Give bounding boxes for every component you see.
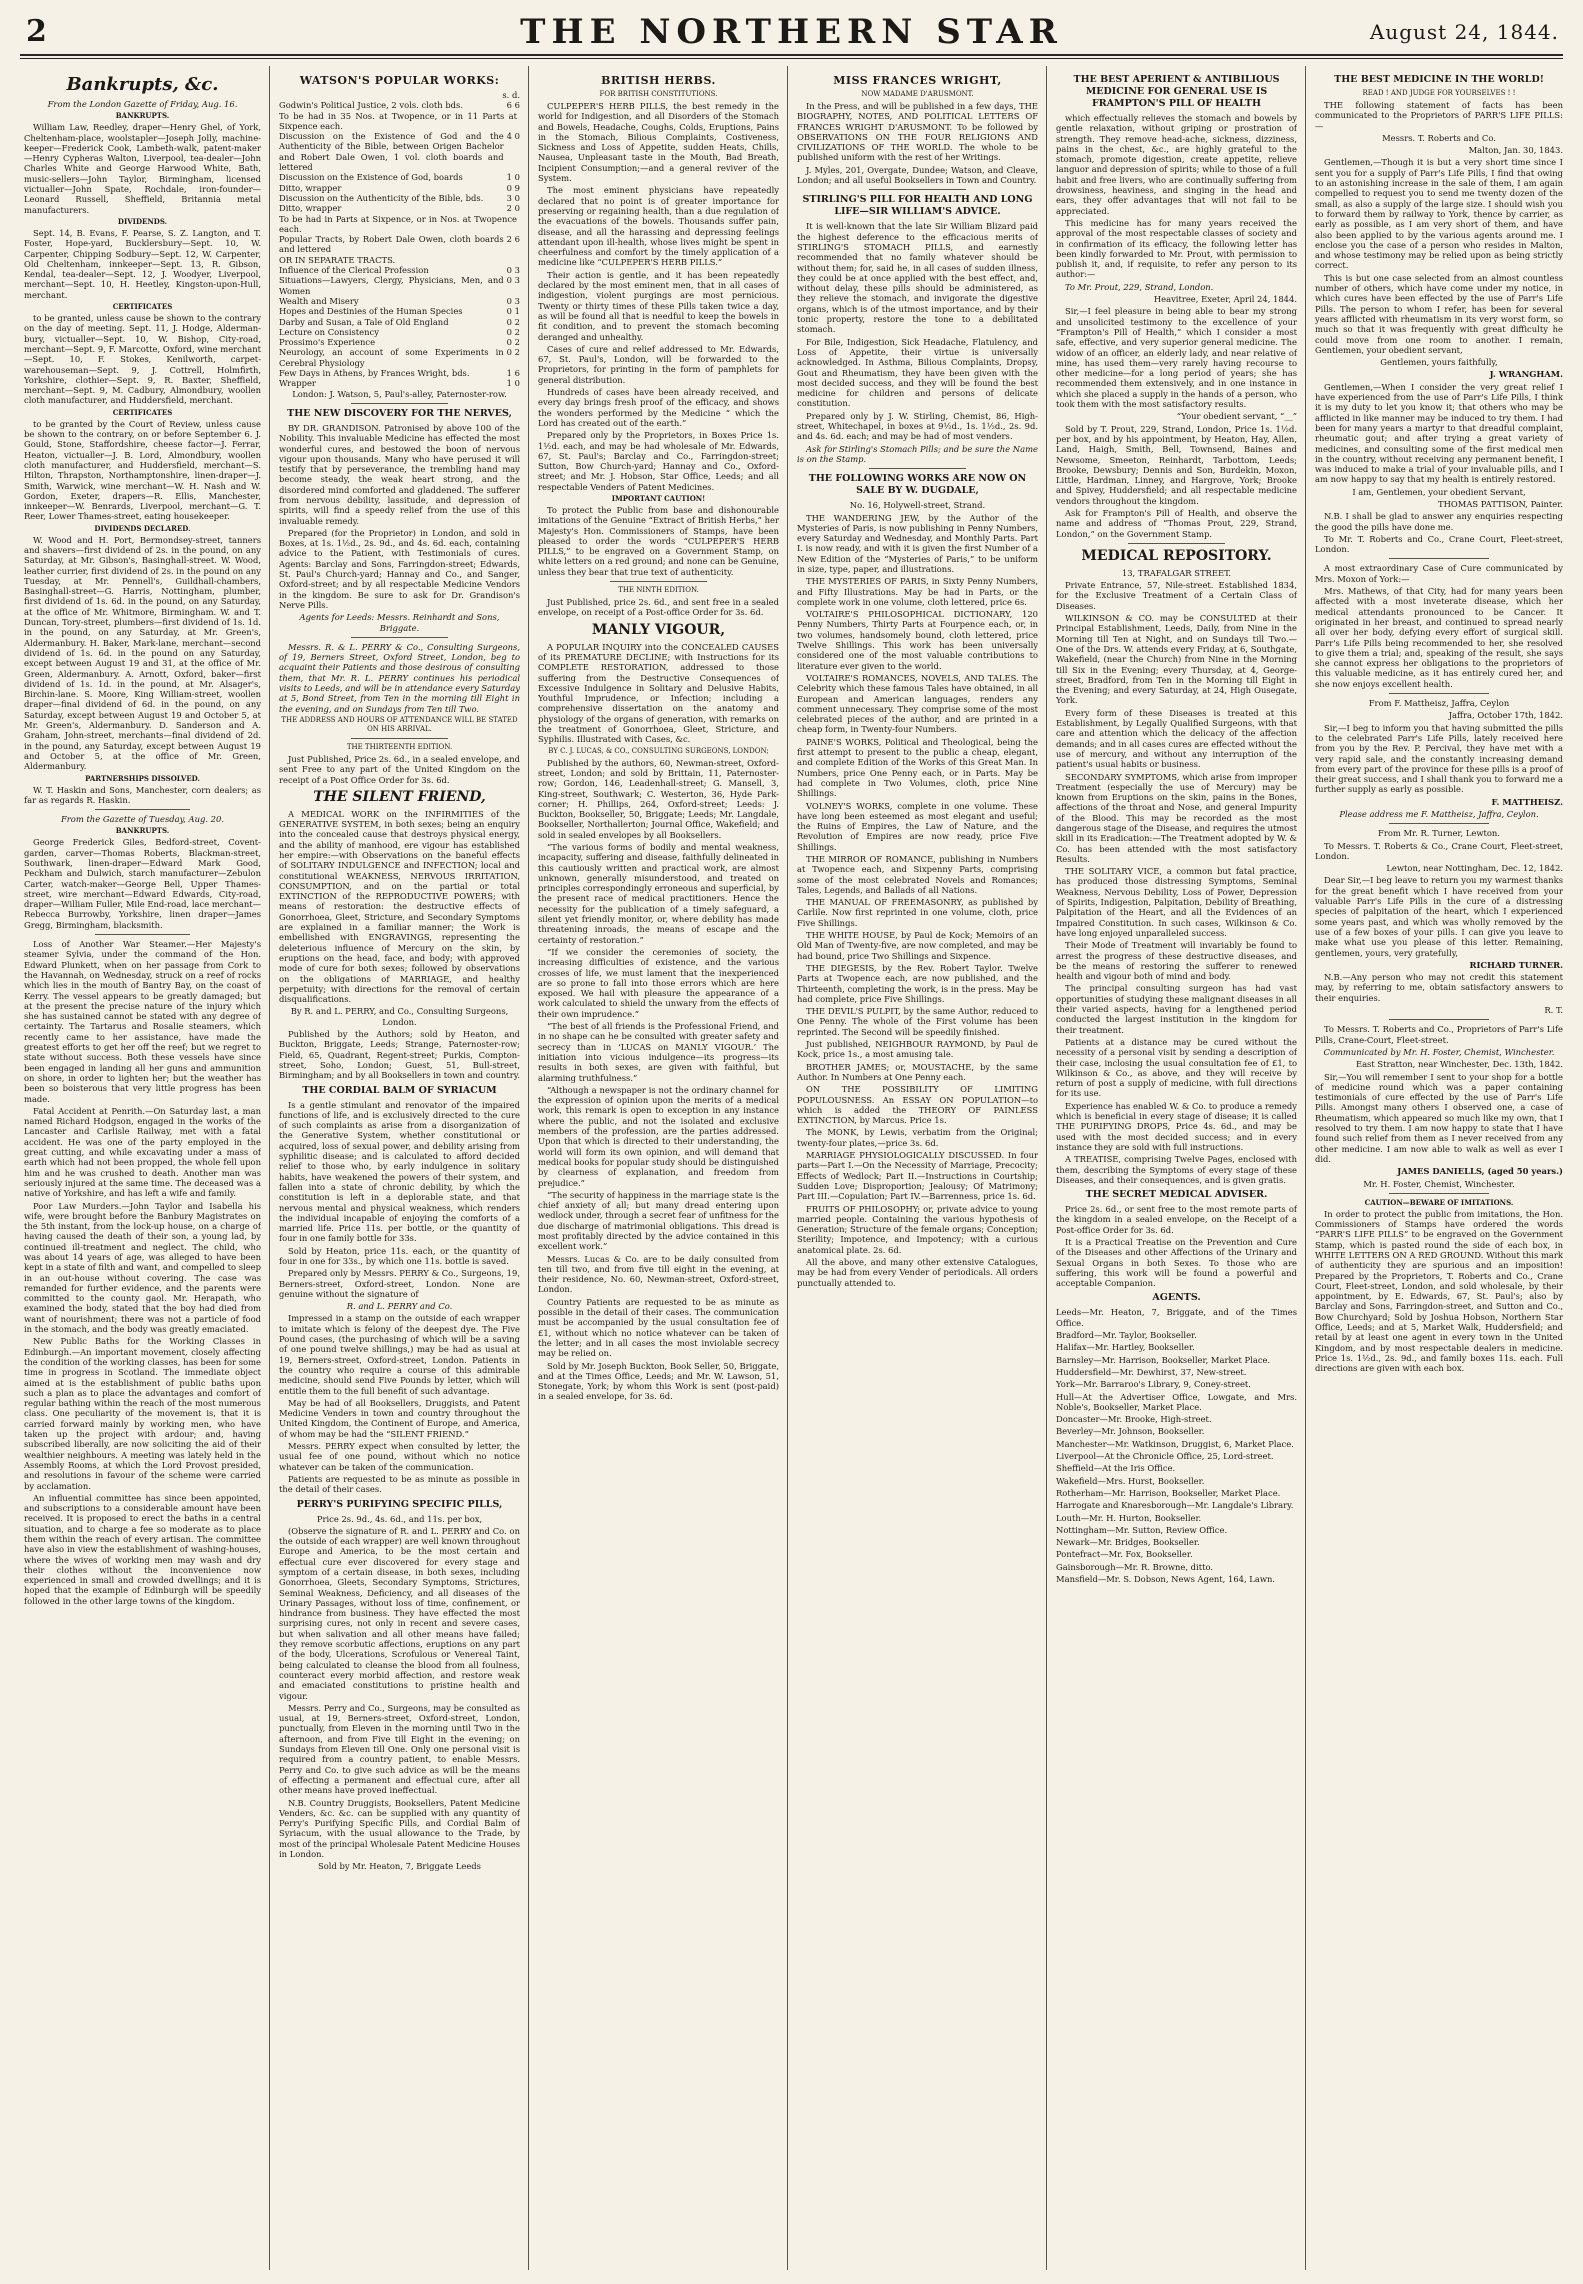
ad-paragraph: (Observe the signature of R. and L. PERRY and Co. on the outside of each wrapper) are well known throughout Europe and America, to be the most certain and effectual cure ever discovered for every stage and symptom of a certain disease, in both sexes, including Gonorrhoea, Gleets, Secondary Symptoms, Strictures, Seminal Weakness, Deficiency, and all diseases of the Urinary Passages, without loss of time, confinement, or hindrance from business. They have effected the most surprising cures, not only in recent and severe cases, but when salivation and all other means have failed; they remove scorbutic affections, eruptions on any part of the body, Ulcerations, Scrofulous or Venereal Taint, being calculated to cleanse the blood from all foulness, counteract every morbid affection, and restore weak and emaciated constitutions to pristine health and vigour. xyxy=(279,1525,520,1701)
ad-address: 13, TRAFALGAR STREET. xyxy=(1121,567,1232,578)
ad-paragraph: VOLTAIRE'S ROMANCES, NOVELS, AND TALES. The Celebrity which these famous Tales have obtained, in all European and American languages, renders any comment unnecessary. They comprise some of the most celebrated pieces of the author, and are printed in a cheap form, in Twenty-four Numbers. xyxy=(797,672,1038,735)
ad-signature: R. and L. PERRY and Co. xyxy=(346,1301,453,1312)
agent-entry: Mansfield—Mr. S. Dobson, News Agent, 164, Lawn. xyxy=(1056,1574,1276,1584)
letter-date: Malton, Jan. 30, 1843. xyxy=(1468,145,1563,156)
book-title: OR IN SEPARATE TRACTS. xyxy=(279,254,396,265)
ad-paragraph: Messrs. Lucas & Co. are to be daily consulted from ten till two, and from five till eight in the evening, at their residence, No. 60, Newman-street, Oxford-street, London. xyxy=(538,1253,779,1295)
divider xyxy=(351,403,447,404)
ad-paragraph: CULPEPER'S HERB PILLS, the best remedy in the world for Indigestion, and all Disorders of the Stomach and Bowels, Headache, Coughs, Colds, Eruptions, Pains in the Stomach, Bilious Complaints, Costiveness, Sickness and Loss of Appetite, sudden Heats, Chills, Nausea, Unpleasant taste in the Mouth, Bad Breath, Incipient Consumption;—and a general reviver of the System. xyxy=(538,101,779,184)
ad-heading-british-herbs: BRITISH HERBS. xyxy=(601,74,716,87)
ad-paragraph: MARRIAGE PHYSIOLOGICALLY DISCUSSED. In four parts—Part I.—On the Necessity of Marriage, Precocity; Effects of Wedlock; Part II.—Instructions in Courtship; Sudden Love; Disproportion; Jealousy; Of Matrimony; Part III.—Copulation; Part IV.—Barrenness, price 1s. 6d. xyxy=(797,1150,1038,1202)
book-list-item xyxy=(279,296,520,306)
ad-subheading: FOR BRITISH CONSTITUTIONS. xyxy=(599,90,718,98)
ad-paragraph: Cases of cure and relief addressed to Mr. Edwards, 67, St. Paul's, London, will be forwarded to the Proprietors, for printing in the form of pamphlets for general distribution. xyxy=(538,343,779,385)
book-title: Lecture on Consistency xyxy=(279,326,379,337)
agent-entry: Hull—At the Advertiser Office, Lowgate, and Mrs. Noble's, Bookseller, Market Place. xyxy=(1056,1391,1297,1412)
letter-signoff: “Your obedient servant, “__” xyxy=(1176,411,1297,422)
letter-address: To Mr. Prout, 229, Strand, London. xyxy=(1065,281,1214,292)
book-price: 0 3 xyxy=(506,265,520,276)
ad-heading-watson: WATSON'S POPULAR WORKS: xyxy=(299,74,500,87)
divider xyxy=(1389,1019,1488,1020)
book-list-item xyxy=(279,203,520,213)
ad-paragraph: By R. and L. PERRY, and Co., Consulting Surgeons, London. xyxy=(290,1006,509,1027)
book-price: 0 2 xyxy=(506,326,520,337)
letter-body: Dear Sir,—I beg leave to return you my warmest thanks for the great benefit which I have received from your valuable Parr's Life Pills in the cure of a distressing species of palpitation of the heart, which I experienced some years past, and which was wholly removed by the use of a few boxes of your pills. I can give you leave to make what use you please of this letter. Remaining, gentlemen, yours, very gratefully, xyxy=(1315,875,1563,958)
ad-subheading: NOW MADAME D'ARUSMONT. xyxy=(861,90,974,98)
book-price xyxy=(517,255,520,265)
ad-heading-stirling: STIRLING'S PILL FOR HEALTH AND LONG LIFE—SIR WILLIAM'S ADVICE. xyxy=(802,194,1033,218)
letter-address: Mr. H. Foster, Chemist, Winchester. xyxy=(1363,1178,1515,1189)
ad-paragraph: Messrs. R. & L. PERRY & Co., Consulting Surgeons, of 19, Berners Street, Oxford Street, London, beg to acquaint their Patients and those desirous of consulting them, that Mr. R. L. PERRY continues his periodical visits to Leeds, and will be in attendance every Saturday at 5, Bond Street, from Ten in the morning till Eight in the evening, and on Sundays from Ten till Two. xyxy=(279,641,520,714)
ad-paragraph: Just Published, Price 2s. 6d., in a sealed envelope, and sent Free to any part of the United Kingdom on the receipt of a Post Office Order for 3s. 6d. xyxy=(279,753,520,785)
book-price: 0 3 xyxy=(506,295,520,306)
ad-seller: Sold by Mr. Heaton, 7, Briggate Leeds xyxy=(318,1861,481,1872)
newspaper-title: THE NORTHERN STAR xyxy=(520,12,1063,52)
ad-paragraph: Experience has enabled W. & Co. to produce a remedy which is beneficial in every stage of disease; it is called THE PURIFYING DROPS, Price 4s. 6d., and may be used with the most decided success; and in every instance they are sold with full instructions. xyxy=(1056,1100,1297,1152)
ad-paragraph: Prepared only by Messrs. PERRY & Co., Surgeons, 19, Berners-street, Oxford-street, London. None are genuine without the signature of xyxy=(279,1268,520,1299)
ad-paragraph: Published by the authors, 60, Newman-street, Oxford-street, London; and sold by Brittain, 11, Paternoster-row; Gordon, 146, Leadenhall-street; G. Mansell, 3, King-street, Southwark; C. Westerton, 36, Hyde Park-corner; H. Phillips, 264, Oxford-street; Leeds: J. Buckton, Bookseller, 50, Briggate; Leeds; Mr. Langdale, Bookseller, Northallerton; Journal Office, Wakefield; and sold in sealed envelopes by all Booksellers. xyxy=(538,757,779,840)
ad-paragraph: Prepared only by the Proprietors, in Boxes Price 1s. 1½d. each, and may be had wholesale of Mr. Edwards, 67, St. Paul's; Barclay and Co., Farringdon-street; Sutton, Bow Church-yard; Hannay and Co., Oxford-street; and Mr. J. Hobson, Star Office, Leeds; and all respectable Venders of Patent Medicines. xyxy=(538,430,779,492)
agent-entry: Doncaster—Mr. Brooke, High-street. xyxy=(1056,1414,1212,1425)
book-title: Prossimo's Experience xyxy=(279,337,376,348)
ad-heading-manly-vigour: MANLY VIGOUR, xyxy=(591,621,726,638)
divider xyxy=(869,189,965,190)
ad-paragraph: Messrs. PERRY expect when consulted by letter, the usual fee of one pound, without which no notice whatever can be taken of the communication. xyxy=(279,1441,520,1472)
agent-entry: Manchester—Mr. Watkinson, Druggist, 6, Market Place. xyxy=(1056,1438,1294,1449)
ad-paragraph: To protect the Public from base and dishonourable imitations of the Genuine “Extract of British Herbs,” her Majesty's Hon. Commissioners of Stamps, have been pleased to order the words “CULPEPER'S HERB PILLS,” to be engraved on a Government Stamp, on white letters on a red ground; and none can be Genuine, unless they bear that true text of authenticity. xyxy=(538,504,779,577)
ad-paragraph: BROTHER JAMES; or, MOUSTACHE, by the same Author. In Numbers at One Penny each. xyxy=(797,1061,1038,1082)
ad-paragraph: Patients are requested to be as minute as possible in the detail of their cases. xyxy=(279,1473,520,1495)
agents-heading: AGENTS. xyxy=(1152,1292,1201,1304)
masthead xyxy=(20,12,1563,52)
divider xyxy=(351,637,447,638)
ad-paragraph: Ask for Frampton's Pill of Health, and observe the name and address of “Thomas Prout, 229, Strand, London,” on the Government Stamp. xyxy=(1056,507,1297,539)
book-title: Influence of the Clerical Profession xyxy=(279,265,429,276)
book-price: 2 6 xyxy=(506,234,520,245)
agent-entry: Halifax—Mr. Hartley, Bookseller. xyxy=(1056,1342,1195,1353)
book-price: 0 1 xyxy=(506,306,520,317)
column-4 xyxy=(797,70,1038,2270)
ad-paragraph: Prepared only by J. W. Stirling, Chemist, 86, High-street, Whitechapel, in boxes at 9½d., 1s. 1½d., 2s. 9d. and 4s. 6d. each; and may be had of most venders. xyxy=(797,410,1038,442)
divider xyxy=(1389,823,1488,824)
price-header: s. d. xyxy=(502,90,520,100)
ad-heading-dugdale: THE FOLLOWING WORKS ARE NOW ON SALE BY W. DUGDALE, xyxy=(808,473,1027,497)
letter-signature: F. MATTHEISZ. xyxy=(1491,796,1563,807)
ad-paragraph: A TREATISE, comprising Twelve Pages, enclosed with them, describing the Symptoms of every stage of these Diseases, and their consequences, and is given gratis. xyxy=(1056,1154,1297,1185)
subhead: DIVIDENDS DECLARED. xyxy=(94,523,191,533)
book-list-item xyxy=(279,234,520,255)
ad-paragraph: THE MIRROR OF ROMANCE, publishing in Numbers at Twopence each, and Sixpenny Parts, comprising some of the most celebrated Novels and Romances; Tales, Legends, and Ballads of all Nations. xyxy=(797,854,1038,895)
book-list-item xyxy=(279,255,520,265)
column-divider xyxy=(269,66,270,2270)
book-title: Discussion on the Existence of God and the Authenticity of the Bible, between Origen Bachelor and Robert Dale Owen, 1 vol. cloth boards and lettered xyxy=(279,131,504,173)
ad-paragraph: “If we consider the ceremonies of society, the increasing difficulties of existence, and the various crosses of life, we must lament that the inexperienced are so prone to fall into those errors which are here exposed. We hail with pleasure the appearance of a work calculated to shield the unwary from the effects of their own imprudence.” xyxy=(538,946,779,1019)
ad-paragraph: Country Patients are requested to be as minute as possible in the detail of their cases. The communication must be accompanied by the usual consultation fee of £1, without which no notice whatever can be taken of the letter; and in all cases the most inviolable secrecy may be relied on. xyxy=(538,1296,779,1359)
article-paragraph: Poor Law Murders.—John Taylor and Isabella his wife, were brought before the Banbury Magistrates on the 5th instant, from the lock-up house, on a charge of having caused the death of their son, a young lad, by continued ill-treatment and neglect. The child, who was about 14 years of age, was alleged to have been kept in a state of filth and want, and compelled to sleep in an out-house without covering. The case was remanded for further evidence, and the parents were committed to the county gaol. Mr. Herapath, who examined the body, stated that the boy had died from want of nourishment; there was not a particle of food in the stomach, and the body was greatly emaciated. xyxy=(24,1200,261,1335)
article-paragraph: George Frederick Giles, Bedford-street, Covent-garden, carver—Thomas Roberts, Blackman-street, Southwark, linen-draper—Edward Mark Good, Peckham and Dulwich, starch manufacturer—Zebulon Carter, watch-maker—George Bell, Upper Thames-street, wire merchant—Edward Edwards, City-road, draper—William Fuller, Mile End-road, lace merchant—Rebecca Burrowby, Yorkshire, linen draper—James Gregg, Birmingham, blacksmith. xyxy=(24,837,261,930)
letter-signoff: Gentlemen, yours faithfully, xyxy=(1380,357,1498,368)
agent-entry: York—Mr. Barraroo's Library, 9, Coney-street. xyxy=(1056,1379,1251,1390)
gazette-dateline: From the Gazette of Tuesday, Aug. 20. xyxy=(60,814,225,825)
article-paragraph: W. Wood and H. Port, Bermondsey-street, tanners and shavers—first dividend of 2s. in the pound, on any Saturday, at Mr. Gibson's, Basinghall-street. W. Wood, leather currier, first dividend of 2s. in the pound on any Tuesday, at Mr. Pennell's, Guildhall-chambers, Basinghall-street—G. Harris, Nottingham, plumber, first dividend of 1s. 6d. in the pound, on any Saturday, at the office of Mr. Whitmore, Birmingham. W. and T. Duncan, Tory-street, plumbers—first dividend of 1s. 1d. in the pound, on any Saturday, at Mr. Green's, Aldermanbury. H. Baker, Mark-lane, merchant—second dividend of 1s. 6d. in the pound on any Saturday, except between August 19 and 31, at the office of Mr. Green, Aldermanbury. A. Arnott, Oxford, baker—first dividend of 1s. 1d. in the pound, at Mr. Alsager's, Birchin-lane. S. Moore, King William-street, woollen draper—final dividend of 6d. in the pound, on any Saturday, except between August 19 and October 5, at Mr. Green's, Aldermanbury. D. Sanderson and A. Graham, John-street, merchants—final dividend of 2d. in the pound, any Saturday, except between August 19 and October 5, at the office of Mr. Green, Aldermanbury. xyxy=(24,534,261,772)
ad-paragraph: The most eminent physicians have repeatedly declared that no point is of greater importance for preserving or regaining health, than a due regulation of the evacuations of the bowels. Thousands suffer pain, disease, and all the harassing and depressing feelings attendant upon ill-health, whose lives might be spent in cheerfulness and comfort by the timely application of a medicine like “CULPEPER'S HERB PILLS.” xyxy=(538,185,779,268)
letter-body: A most extraordinary Case of Cure communicated by Mrs. Moxon of York:— xyxy=(1315,563,1563,584)
ad-paragraph: It is well-known that the late Sir William Blizard paid the highest deference to the efficacious merits of STIRLING'S STOMACH PILLS, and earnestly recommended that no family whatever should be without them; for, said he, in all cases of sudden illness, they could be at once applied with the best effect, and, without delay, these pills should be administered, as they relieve the stomach, and invigorate the digestive organs, which is of the utmost importance, and by their tonic property, restore the tone to a debilitated stomach. xyxy=(797,221,1038,335)
book-list-item xyxy=(279,193,520,203)
letter-source: Communicated by Mr. H. Foster, Chemist, Winchester. xyxy=(1323,1046,1555,1057)
letter-signature: JAMES DANIELLS, (aged 50 years.) xyxy=(1397,1166,1563,1177)
divider xyxy=(610,581,706,582)
article-paragraph: Fatal Accident at Penrith.—On Saturday last, a man named Richard Hodgson, engaged in the works of the Lancaster and Carlisle Railway, met with a fatal accident. He was one of the party employed in the great cutting, and while excavating under a mass of earth which had not been propped, the whole fell upon him and he was crushed to death. Another man was seriously injured at the same time. The deceased was a native of Yorkshire, and has left a wife and family. xyxy=(24,1105,261,1199)
column-divider xyxy=(787,66,788,2270)
agent-entry: Louth—Mr. H. Hurton, Bookseller. xyxy=(1056,1512,1202,1523)
letter-date: Lewton, near Nottingham, Dec. 12, 1842. xyxy=(1386,863,1563,874)
book-title: Godwin's Political Justice, 2 vols. cloth bds. xyxy=(279,100,464,111)
book-price: 3 0 xyxy=(506,192,520,203)
ad-paragraph: Impressed in a stamp on the outside of each wrapper to imitate which is felony of the deepest dye. The Five Pound cases, (the purchasing of which will be a saving of one pound twelve shillings,) may be had as usual at 19, Berners-street, Oxford-street, London. Patients in the country who require a course of this admirable medicine, should send Five Pounds by letter, which will entitle them to the full benefit of such advantage. xyxy=(279,1313,520,1396)
letter-body: N.B.—Any person who may not credit this statement may, by referring to me, obtain satisfactory answers to their enquiries. xyxy=(1315,972,1563,1003)
book-list-item xyxy=(279,183,520,193)
caution-heading: CAUTION—BEWARE OF IMITATIONS. xyxy=(1364,1197,1514,1207)
ad-paragraph: For Bile, Indigestion, Sick Headache, Flatulency, and Loss of Appetite, their virtue is universally acknowledged. In Asthma, Bilious Complaints, Dropsy, Gout and Rheumatism, they have been given with the most decided success, and they will be found the best medicine for children and persons of delicate constitution. xyxy=(797,336,1038,409)
ad-paragraph: May be had of all Booksellers, Druggists, and Patent Medicine Venders in town and country throughout the United Kingdom, the Continent of Europe, and America, of whom may be had the “SILENT FRIEND.” xyxy=(279,1397,520,1439)
column-3 xyxy=(538,70,779,2270)
letter-date: East Stratton, near Winchester, Dec. 13th, 1842. xyxy=(1355,1059,1563,1070)
ad-paragraph: ON THE POSSIBILITY OF LIMITING POPULOUSNESS. An ESSAY ON POPULATION—to which is added the THEORY OF PAINLESS EXTINCTION, by Marcus. Price 1s. xyxy=(797,1084,1038,1126)
letter-body: Sir,—You will remember I sent to your shop for a bottle of medicine round which was a paper containing testimonials of cure effected by the use of Parr's Life Pills. Amongst many others I observed one, a case of Rheumatism, which appeared so much like my own, that I resolved to try them. I am now happy to state that I have found such relief from them as I never received from any other medicine. I am now able to walk as well as ever I did. xyxy=(1315,1071,1563,1164)
ad-author: BY C. J. LUCAS, & CO., CONSULTING SURGEONS, LONDON; xyxy=(548,746,769,755)
article-paragraph: An influential committee has since been appointed, and subscriptions to a considerable amount have been received. It is proposed to erect the baths in a central situation, and to charge a fee so moderate as to place them within the reach of every artisan. The committee have also in view the establishment of washing-houses, where the wives of working men may wash and dry their clothes without the inconvenience now experienced in small and crowded dwellings; and it is hoped that the example of Edinburgh will be speedily followed in the other large towns of the kingdom. xyxy=(24,1492,261,1606)
book-price xyxy=(517,214,520,235)
article-paragraph: to be granted by the Court of Review, unless cause be shown to the contrary, on or before September 6. J. Gould, Stone, Staffordshire, cheese factor—J. Ferrar, Heaton, victualler—J. B. Lord, Almondbury, woollen cloth manufacturer, and Huddersfield, merchant—S. Hilton, Thrapston, Northamptonshire, linen-draper—J. Smith, Warwick, wine merchant—W. H. Nash and W. Gordon, Exeter, drapers—R. Ellis, Manchester, innkeeper—W. Benrards, Liverpool, merchant—G. T. Reer, Lower Thames-street, eating housekeeper. xyxy=(24,418,261,522)
ad-paragraph: Is a gentle stimulant and renovator of the impaired functions of life, and is exclusively directed to the cure of such complaints as arise from a disorganization of the Generative System, whether constitutional or acquired, loss of sexual power, and debility arising from syphilitic disease; and is calculated to afford decided relief to those who, by early indulgence in solitary habits, have weakened the powers of their system, and fallen into a state of chronic debility, by which the constitution is left in a deplorable state, and that nervous mental and physical weakness, which renders the individual incapable of enjoying the comforts of a married life. Price 11s. per bottle, or the quantity of four in one family bottle for 33s. xyxy=(279,1099,520,1244)
letter-body: Sir,—I beg to inform you that having submitted the pills to the celebrated Parr's Life Pills, lately received here from you by the Rev. P. Percival, they have met with a very rapid sale, and the constantly increasing demand from every part of the province for these pills is a proof of their great success, and I shall thank you to forward me a further supply as early as possible. xyxy=(1315,722,1563,795)
ad-paragraph: THE SOLITARY VICE, a common but fatal practice, has produced those distressing Symptoms, Seminal Weakness, Nervous Debility, Loss of Power, Depression of Spirits, Indigestion, Palpitation, Debility of Breathing, Palpitation of the Heart, and all the Evidences of an Impaired Constitution. In such cases, Wilkinson & Co. have long enjoyed unparalleled success. xyxy=(1056,866,1297,938)
article-paragraph: Loss of Another War Steamer.—Her Majesty's steamer Sylvia, under the command of the Hon. Edward Plunkett, when on her passage from Cork to the Havannah, on Wednesday, struck on a reef of rocks which lies in the mouth of Bantry Bay, on the coast of Kerry. The vessel appears to be greatly damaged; but at the present the precise nature of the injury which she has sustained cannot be stated with any degree of certainty. The Tartarus and Rosalie steamers, which recently came to her assistance, have made the greatest efforts to get her off the reef; but we regret to state without success. Both these vessels have since been engaged in landing all her guns and ammunition on shore, in order to lighten her; but the weather has been so boisterous that very little progress has been made. xyxy=(24,939,261,1104)
subhead: BANKRUPTS. xyxy=(115,826,170,836)
article-paragraph: Sept. 14, B. Evans, F. Pearse, S. Z. Langton, and T. Foster, Hope-yard, Bucklersbury—Sept. 10, W. Carpenter, Chipping Sodbury—Sept. 12, W. Carpenter, Old Cheltenham, innkeeper—Sept. 13, R. Gibson, Kendal, tea-dealer—Sept. 12, J. Woodyer, Liverpool, merchant—Sept. 10, H. Heetley, Kingston-upon-Hull, merchant. xyxy=(24,227,261,300)
letter-body: This is but one case selected from an almost countless number of others, which have come under my notice, in which cures have been effected by the use of Parr's Life Pills. The person to whom I refer, has been for several years afflicted with rheumatism in its very worst form, so much so that it was frequently with great difficulty he could move from one room to another. I remain, Gentlemen, your obedient servant, xyxy=(1315,272,1563,355)
issue-date: August 24, 1844. xyxy=(1369,20,1559,44)
ad-paragraph: Price 2s. 6d., or sent free to the most remote parts of the kingdom in a sealed envelope, on the Receipt of a Post-office Order for 3s. 6d. xyxy=(1056,1204,1297,1235)
agents-list xyxy=(1056,1307,1297,1584)
edition-label: THE THIRTEENTH EDITION. xyxy=(346,742,453,751)
ad-caution: IMPORTANT CAUTION! xyxy=(611,493,706,503)
letter-source: From F. Mattheisz, Jaffra, Ceylon xyxy=(1368,698,1510,709)
ad-paragraph: Published by the Authors; sold by Heaton, and Buckton, Briggate, Leeds; Strange, Paternoster-row; Field, 65, Quadrant, Regent-street; Purkis, Compton-street, Soho, London; Guest, 51, Bull-street, Birmingham; and by all Booksellers in town and country. xyxy=(279,1029,520,1081)
ad-paragraph: THE following statement of facts has been communicated to the Proprietors of PARR'S LIFE PILLS:— xyxy=(1315,100,1563,131)
book-list-item xyxy=(279,100,520,110)
book-price xyxy=(517,111,520,132)
column-6 xyxy=(1315,70,1563,2270)
letter-body: Mrs. Mathews, of that City, had for many years been affected with a most inveterate disease, which her medical attendants pronounced to be Cancer. It originated in her breast, and continued to spread nearly all over her body, defying every effort of surgical skill. Parr's Life Pills being recommended to her, she resolved to give them a trial; and, speaking of the result, she says she cannot express her obligations to the proprietors of this valuable medicine, as it has entirely cured her, and she now enjoys excellent health. xyxy=(1315,586,1563,689)
book-price: 0 3 xyxy=(506,275,520,286)
letter-signoff: I am, Gentlemen, your obedient Servant, xyxy=(1352,486,1526,497)
ad-heading-specific-pills: PERRY'S PURIFYING SPECIFIC PILLS, xyxy=(296,1498,503,1510)
article-paragraph: William Law, Reedley, draper—Henry Ghel, of York, Cheltenham-place, woolstapler—Joseph Jolly, machine-keeper—Frederick Cook, Lambeth-walk, patent-maker—Henry Cypheras Walton, Liverpool, tea-dealer—John Charles White and George Harwood White, Bath, music-sellers—John Taylor, Birmingham, licensed victualler—John Spate, Rochdale, iron-founder—Leonard Russell, Sheffield, Britannia metal manufacturers. xyxy=(24,122,261,215)
ad-heading-best-medicine: THE BEST MEDICINE IN THE WORLD! xyxy=(1334,74,1544,85)
agent-entry: Nottingham—Mr. Sutton, Review Office. xyxy=(1056,1524,1228,1535)
divider xyxy=(1389,1193,1488,1194)
letter-address: To Messrs. T. Roberts and Co., Proprietors of Parr's Life Pills, Crane-Court, Fleet-street. xyxy=(1315,1024,1563,1045)
book-price: 0 2 xyxy=(506,347,520,358)
ad-paragraph: THE DEVIL'S PULPIT, by the same Author, reduced to One Penny. The whole of the First volume has been reprinted. The Second will be speedily finished. xyxy=(797,1006,1038,1037)
ad-paragraph: Just published, NEIGHBOUR RAYMOND, by Paul de Kock, price 1s., a most amusing tale. xyxy=(797,1039,1038,1060)
book-title: Neurology, an account of some Experiments in Cerebral Physiology xyxy=(279,347,504,368)
ad-paragraph: VOLTAIRE'S PHILOSOPHICAL DICTIONARY, 120 Penny Numbers, Thirty Parts at Fourpence each, or, in two volumes, handsomely bound, cloth lettered, price Twelve Shillings. This work has been universally considered one of the most valuable contributions to literature ever given to the world. xyxy=(797,609,1038,671)
ad-paragraph: Their action is gentle, and it has been repeatedly declared by the most eminent men, that in all cases of indigestion, violent purgings are most pernicious. Twenty or thirty times of these Pills taken twice a day, as will be found all that is needful to keep the bowels in fit condition, and to prevent the stomach becoming deranged and unhealthy. xyxy=(538,269,779,342)
book-list-item xyxy=(279,131,520,172)
ad-heading-cordial-balm: THE CORDIAL BALM OF SYRIACUM xyxy=(302,1084,497,1096)
section-heading-bankrupts: Bankrupts, &c. xyxy=(66,74,219,95)
ad-price: Price 2s. 9d., 4s. 6d., and 11s. per box, xyxy=(316,1513,483,1524)
agent-entry: Barnsley—Mr. Harrison, Bookseller, Market Place. xyxy=(1056,1354,1271,1365)
subhead: CERTIFICATES xyxy=(112,407,173,417)
column-5 xyxy=(1056,70,1297,2270)
letter-signature: J. WRANGHAM. xyxy=(1489,369,1563,380)
edition-label: THE NINTH EDITION. xyxy=(618,586,699,595)
ad-paragraph: Private Entrance, 57, Nile-street. Established 1834, for the Exclusive Treatment of a Certain Class of Diseases. xyxy=(1056,580,1297,611)
book-price-list xyxy=(279,100,520,388)
book-title: Situations—Lawyers, Clergy, Physicians, Men, and Women xyxy=(279,275,504,296)
ad-paragraph: It is a Practical Treatise on the Prevention and Cure of the Diseases and other Affections of the Urinary and Sexual Organs in both Sexes. To those who are suffering, this work will be found a powerful and acceptable Companion. xyxy=(1056,1236,1297,1289)
gazette-dateline: From the London Gazette of Friday, Aug. 16. xyxy=(47,99,238,109)
ad-paragraph: “Although a newspaper is not the ordinary channel for the expression of opinion upon the merits of a medical work, this remark is open to exception in any instance where the public, and not the isolated and exclusive members of the profession, are the parties addressed. Upon that which is directed to their understanding, the world will form its own opinion, and will demand that medical books for popular study should be distinguished by clearness of explanation, and freedom from prejudice.” xyxy=(538,1084,779,1188)
masthead-rule-thin xyxy=(20,58,1563,59)
divider xyxy=(1389,558,1488,559)
book-list-item xyxy=(279,317,520,327)
agent-entry: Beverley—Mr. Johnson, Bookseller. xyxy=(1056,1426,1205,1437)
book-list-item xyxy=(279,265,520,275)
letter-signature: THOMAS PATTISON, Painter. xyxy=(1438,498,1563,509)
article-paragraph: New Public Baths for the Working Classes in Edinburgh.—An important movement, closely affecting the condition of the working classes, has been for some time in progress in Scotland. The immediate object aimed at is the establishment of public baths upon such a plan as to place the advantages and comfort of regular bathing within the reach of the most numerous class. One peculiarity of the movement is, that it is carried forward mainly by working men, who have taken up the project with ardour; and, having subscribed liberally, are now soliciting the aid of their wealthier neighbours. A meeting was lately held in the Assembly Rooms, at which the Lord Provost presided, and resolutions in favour of the scheme were carried by acclamation. xyxy=(24,1336,261,1491)
letter-address: To Messrs. T. Roberts & Co., Crane Court, Fleet-street, London. xyxy=(1315,840,1563,861)
agent-entry: Pontefract—Mr. Fox, Bookseller. xyxy=(1056,1549,1193,1560)
book-title: Ditto, wrapper xyxy=(279,182,342,193)
letter-signature: R. T. xyxy=(1544,1005,1563,1016)
ad-paragraph: VOLNEY'S WORKS, complete in one volume. These have long been esteemed as most elegant and useful; the Ruins of Empires, the Law of Nature, and the Revolution of Empires are now ready, price Five Shillings. xyxy=(797,800,1038,852)
agent-entry: Rotherham—Mr. Harrison, Bookseller, Market Place. xyxy=(1056,1487,1281,1498)
subhead: PARTNERSHIPS DISSOLVED. xyxy=(85,773,200,783)
ad-paragraph: A POPULAR INQUIRY into the CONCEALED CAUSES of its PREMATURE DECLINE; with Instructions for its COMPLETE RESTORATION, addressed to those suffering from the Destructive Consequences of Excessive Indulgence in Solitary and Delusive Habits, Youthful Imprudence, or Infection; including a comprehensive dissertation on the anatomy and physiology of the organs of generation, with remarks on the treatment of Gonorrhoea, Gleet, Stricture, and Syphilis. Illustrated with Cases, &c. xyxy=(538,641,779,745)
ad-heading-frances-wright: MISS FRANCES WRIGHT, xyxy=(833,74,1002,87)
ad-paragraph: THE WHITE HOUSE, by Paul de Kock; Memoirs of an Old Man of Twenty-five, are now completed, and may be had bound, price Two Shillings and Sixpence. xyxy=(797,930,1038,961)
book-list-item xyxy=(279,337,520,347)
book-price: 0 2 xyxy=(506,316,520,327)
ad-paragraph: THE WANDERING JEW, by the Author of the Mysteries of Paris, is now publishing in Penny Numbers, every Saturday and Wednesday, and Monthly Parts. Part I. is now ready, and with it is given the first Number of a New Edition of the “Mysteries of Paris,” to be uniform in size, type, paper, and illustrations. xyxy=(797,512,1038,574)
ad-paragraph: Every form of these Diseases is treated at this Establishment, by Legally Qualified Surgeons, with that care and attention which the delicacy of the affection demands; and in all cases cures are effected without the use of mercury, and without any interruption of the patient's usual habits or business. xyxy=(1056,707,1297,770)
ad-paragraph: Hundreds of cases have been already received, and every day brings fresh proof of the efficacy, and shows the wonders performed by the Medicine “ which the Lord has created out of the earth.” xyxy=(538,387,779,428)
ad-paragraph: J. Myles, 201, Overgate, Dundee; Watson, and Cleave, London; and all useful Booksellers in Town and Country. xyxy=(797,164,1038,186)
agent-entry: Wakefield—Mrs. Hurst, Bookseller. xyxy=(1056,1475,1205,1486)
ad-paragraph: All the above, and many other extensive Catalogues, may be had from every Vender of periodicals. All orders punctually attended to. xyxy=(797,1256,1038,1288)
letter-date: Heavitree, Exeter, April 24, 1844. xyxy=(1153,294,1297,305)
ad-paragraph: The principal consulting surgeon has had vast opportunities of studying these malignant diseases in all their varied aspects, having for a lengthened period conducted the largest institution in the kingdom for their treatment. xyxy=(1056,983,1297,1035)
book-title: Few Days in Athens, by Frances Wright, bds. xyxy=(279,368,470,379)
letter-address: Messrs. T. Roberts and Co. xyxy=(1382,132,1496,143)
agent-entry: Liverpool—At the Chronicle Office, 25, Lord-street. xyxy=(1056,1451,1274,1462)
divider xyxy=(95,934,190,935)
book-title: To be had in 35 Nos. at Twopence, or in 11 Parts at Sixpence each. xyxy=(279,110,517,131)
agent-entry: Newark—Mr. Bridges, Bookseller. xyxy=(1056,1537,1200,1548)
subhead: CERTIFICATES xyxy=(112,302,173,312)
ad-paragraph: PAINE'S WORKS, Political and Theological, being the first attempt to present to the public a cheap, elegant, and complete Edition of the Works of this Great Man. In Numbers, price One Penny each, or in Parts. May be had complete in Two Volumes, cloth, price Nine Shillings. xyxy=(797,736,1038,799)
agent-entry: Bradford—Mr. Taylor, Bookseller. xyxy=(1056,1330,1197,1341)
book-title: Wealth and Misery xyxy=(279,295,359,306)
divider xyxy=(1128,543,1224,544)
article-paragraph: to be granted, unless cause be shown to the contrary on the day of meeting. Sept. 11, J. Hodge, Alderman-bury, victualler—Sept. 10, W. Bishop, City-road, merchant—Sept. 9, F. Marcotte, Oxford, wine merchant—Sept. 10, F. Stokes, Kenilworth, carpet-warehouseman—Sept. 9, J. Cottrell, Holmfirth, Yorkshire, clothier—Sept. 9, R. Baxter, Sheffield, merchant—Sept. 9, M. Cadbury, Almondbury, woollen cloth manufacturer, and Huddersfield, merchant. xyxy=(24,313,261,406)
publisher-address: London: J. Watson, 5, Paul's-alley, Paternoster-row. xyxy=(292,388,507,399)
column-divider xyxy=(1305,66,1306,2270)
ad-paragraph: THE DIEGESIS, by the Rev. Robert Taylor. Twelve Parts at Twopence each, are now published, and the Thirteenth, completing the work, is in the press. May be had complete, price Five Shillings. xyxy=(797,962,1038,1004)
ad-heading-secret-adviser: THE SECRET MEDICAL ADVISER. xyxy=(1085,1189,1268,1201)
book-list-item xyxy=(279,306,520,316)
letter-body: Please address me F. Mattheisz, Jaffra, Ceylon. xyxy=(1339,809,1539,819)
ad-paragraph: In the Press, and will be published in a few days, THE BIOGRAPHY, NOTES, AND POLITICAL LETTERS OF FRANCES WRIGHT D'ARUSMONT. To be followed by OBSERVATIONS ON THE FOUR RELIGIONS AND CIVILIZATIONS OF THE WORLD. The whole to be published uniform with the rest of her Writings. xyxy=(797,101,1038,163)
ad-paragraph: Just Published, price 2s. 6d., and sent free in a sealed envelope, on receipt of a Post-office Order for 3s. 6d. xyxy=(538,597,779,618)
ad-paragraph: N.B. Country Druggists, Booksellers, Patent Medicine Venders, &c. &c. can be supplied with any quantity of Perry's Purifying Specific Pills, and Cordial Balm of Syriacum, with the usual allowance to the Trade, by most of the principal Wholesale Patent Medicine Houses in London. xyxy=(279,1797,520,1860)
agent-entry: Huddersfield—Mr. Dewhirst, 37, New-street. xyxy=(1056,1366,1247,1377)
agent-entry: Gainsborough—Mr. R. Browne, ditto. xyxy=(1056,1561,1214,1572)
book-list-item xyxy=(279,111,520,132)
book-title: To be had in Parts at Sixpence, or in Nos. at Twopence each. xyxy=(279,213,517,234)
ad-paragraph: “The best of all friends is the Professional Friend, and in no shape can he be consulted with greater safety and secrecy than in ‘LUCAS on MANLY VIGOUR.’ The initiation into vicious indulgence—its progress—its results in both sexes, are given with faithful, but alarming truthfulness.” xyxy=(538,1021,779,1083)
ad-paragraph: THE MANUAL OF FREEMASONRY, as published by Carlile. Now first reprinted in one volume, cloth, price Five Shillings. xyxy=(797,897,1038,928)
page-number: 2 xyxy=(26,14,47,49)
ad-paragraph: The MONK, by Lewis, verbatim from the Original; twenty-four plates,—price 3s. 6d. xyxy=(797,1127,1038,1148)
book-price: 1 0 xyxy=(506,172,520,183)
ad-paragraph: Prepared (for the Proprietor) in London, and sold in Boxes, at 1s. 1½d., 2s. 9d., and 4s. 6d. each, containing advice to the Patient, with Testimonials of cures. Agents: Barclay and Sons, Farringdon-street; Edwards, St. Paul's Church-yard; Hannay and Co., and Sanger, Oxford-street; and by all respectable Medicine Vendors in the kingdom. Be sure to ask for Dr. Grandison's Nerve Pills. xyxy=(279,527,520,610)
column-divider xyxy=(1046,66,1047,2270)
column-1 xyxy=(24,70,261,2270)
book-title: Wrapper xyxy=(279,378,316,389)
ad-heading-medical-repository: MEDICAL REPOSITORY. xyxy=(1081,547,1272,564)
book-price: 0 2 xyxy=(506,337,520,348)
ad-heading-frampton: THE BEST APERIENT & ANTIBILIOUS MEDICINE FOR GENERAL USE IS FRAMPTON'S PILL OF HEALTH xyxy=(1073,74,1280,109)
agent-entry: Leeds—Mr. Heaton, 7, Briggate, and of the Times Office. xyxy=(1056,1307,1297,1328)
letter-date: Jaffra, October 17th, 1842. xyxy=(1448,710,1563,721)
ad-heading-silent-friend: THE SILENT FRIEND, xyxy=(313,788,486,805)
letter-body: Sir,—I feel pleasure in being able to bear my strong and unsolicited testimony to the excellence of your “Frampton's Pill of Health,” which I consider a most safe, effective, and very superior general medicine. The widow of an officer, an elderly lady, and near relative of mine, has used them—very rarely having recourse to other medicine—for a long period of years; she has recommended them extensively, and in one instance in which she placed a supply in the hands of a person, who took them with the most satisfactory results. xyxy=(1056,306,1297,410)
ad-note: THE ADDRESS AND HOURS OF ATTENDANCE WILL BE STATED ON HIS ARRIVAL. xyxy=(281,715,518,733)
ad-paragraph: Sold by T. Prout, 229, Strand, London, Price 1s. 1½d. per box, and by his appointment, by Heaton, Hay, Allen, Land, Haigh, Smith, Bell, Townsend, Baines and Newsome, Smeeton, Reinhardt, Tarbottom, Leeds; Brooke, Dewsbury; Dennis and Son, Burdekin, Moxon, Little, Hardman, Linney, and Hargrove, York; Brooke and Spivey, Huddersfield; and all respectable medicine vendors throughout the kingdom. xyxy=(1056,423,1297,506)
letter-body: To Mr. T. Roberts and Co., Crane Court, Fleet-street, London. xyxy=(1315,533,1563,555)
ad-paragraph: A MEDICAL WORK on the INFIRMITIES of the GENERATIVE SYSTEM, in both sexes; being an enquiry into the concealed cause that destroys physical energy, and the ability of manhood, ere vigour has established her empire:—with Observations on the baneful effects of SOLITARY INDULGENCE and INFECTION; local and constitutional WEAKNESS, NERVOUS IRRITATION, CONSUMPTION, and on the partial or total EXTINCTION of the REPRODUCTIVE POWERS; with means of restoration: the destructive effects of Gonorrhoea, Gleet, Stricture, and Secondary Symptoms are explained in a familiar manner; the Work is embellished with ENGRAVINGS, representing the deleterious influence of Mercury on the skin, by eruptions on the head, face, and body; with approved mode of cure for both sexes; followed by observations on the obligations of MARRIAGE, and healthy perpetuity; with directions for the removal of certain disqualifications. xyxy=(279,808,520,1005)
divider xyxy=(95,809,190,810)
book-price: 0 9 xyxy=(506,182,520,193)
subhead: DIVIDENDS. xyxy=(117,216,168,226)
ad-paragraph: “The security of happiness in the marriage state is the chief anxiety of all; but many dread entering upon wedlock under, through a secret fear of unfitness for the due discharge of matrimonial obligations. This dread is most profitably directed by the advice contained in this excellent work.” xyxy=(538,1189,779,1252)
divider xyxy=(869,468,965,469)
ad-paragraph: Messrs. Perry and Co., Surgeons, may be consulted as usual, at 19, Berners-street, Oxford-street, London, punctually, from Eleven in the morning until Two in the afternoon, and from Five till Eight in the evening; on Sundays from Eleven till One. Only one personal visit is required from a country patient, to enable Messrs. Perry and Co. to give such advice as will be the means of effecting a permanent and effectual cure, after all other means have proved ineffectual. xyxy=(279,1702,520,1796)
ad-paragraph: In order to protect the public from imitations, the Hon. Commissioners of Stamps have ordered the words “PARR'S LIFE PILLS” to be engraved on the Government Stamp, which is pasted round the side of each box, in WHITE LETTERS ON A RED GROUND. Without this mark of authenticity they are spurious and an imposition! Prepared by the Proprietors, T. Roberts and Co., Crane Court, Fleet-street, London, and sold wholesale, by their appointment, by E. Edwards, 67, St. Paul's; also by Barclay and Sons, Farringdon-street, and Sutton and Co., Bow Churchyard; Sold by Joshua Hobson, Northern Star Office, Leeds; and at 5, Market Walk, Huddersfield; and retail by at least one agent in every town in the United Kingdom, and by most respectable dealers in medicine. Price 1s. 1½d., 2s. 9d., and family boxes 11s. each. Full directions are given with each box. xyxy=(1315,1208,1563,1374)
letter-body: N.B. I shall be glad to answer any enquiries respecting the good the pills have done me. xyxy=(1315,511,1563,532)
subhead: BANKRUPTS. xyxy=(115,111,170,121)
article-paragraph: W. T. Haskin and Sons, Manchester, corn dealers; as far as regards R. Haskin. xyxy=(24,784,261,805)
column-2 xyxy=(279,70,520,2270)
book-price: 4 0 xyxy=(506,131,520,142)
book-list-item xyxy=(279,327,520,337)
book-price: 6 6 xyxy=(506,100,520,111)
letter-source: From Mr. R. Turner, Lewton. xyxy=(1378,828,1500,839)
ad-paragraph: Their Mode of Treatment will invariably be found to arrest the progress of these destructive diseases, and be the means of restoring the sufferer to renewed health and vigour both of mind and body. xyxy=(1056,940,1297,982)
book-title: Popular Tracts, by Robert Dale Owen, cloth boards and lettered xyxy=(279,234,504,255)
letter-signature: RICHARD TURNER. xyxy=(1469,959,1563,970)
ad-paragraph: BY DR. GRANDISON. Patronised by above 100 of the Nobility. This invaluable Medicine has effected the most wonderful cures, and bestowed the boon of nervous vigour upon thousands. Many who have perused it will testify that by perseverance, the trembling hand may become steady, the weak heart strong, and the disordered mind comforted and gladdened. The sufferer from nervous debility, lassitude, and depression of spirits, will find a speedy relief from the use of this invaluable remedy. xyxy=(279,422,520,526)
column-divider xyxy=(528,66,529,2270)
book-price: 1 6 xyxy=(506,368,520,379)
ad-agents: Agents for Leeds: Messrs. Reinhardt and Sons, Briggate. xyxy=(299,612,500,633)
book-list-item xyxy=(279,378,520,388)
book-price: 2 0 xyxy=(506,203,520,214)
book-title: Discussion on the Existence of God, boards xyxy=(279,172,463,183)
ad-paragraph: THE MYSTERIES OF PARIS, in Sixty Penny Numbers, and Fifty Illustrations. May be had in Parts, or the complete work in one volume, cloth lettered, price 6s. xyxy=(797,576,1038,607)
book-title: Darby and Susan, a Tale of Old England xyxy=(279,316,449,327)
letter-body: Gentlemen,—When I consider the very great relief I have experienced from the use of Parr's Life Pills, I think it is my duty to let you know it; that others who may be afflicted in like manner may be induced to try them. I had been for many years a martyr to that dreadful complaint, rheumatic gout; and after trying a great variety of medicines, and consulting some of the first medical men in the country, without receiving any permanent benefit, I was induced to make a trial of your invaluable pills, and I am now happy to say that my health is entirely restored. xyxy=(1315,381,1563,485)
divider xyxy=(1389,693,1488,694)
ad-subheading: READ ! AND JUDGE FOR YOURSELVES ! ! xyxy=(1362,89,1516,97)
ad-paragraph: Ask for Stirling's Stomach Pills; and be sure the Name is on the Stamp. xyxy=(797,443,1038,464)
ad-paragraph: WILKINSON & CO. may be CONSULTED at their Principal Establishment, Leeds, Daily, from Nine in the Morning till Ten at Night, and on Sundays till Two.—One of the Drs. W. attends every Friday, at 6, Southgate, Wakefield, (near the Church) from Nine in the Morning till Six in the Evening; every Thursday, at 4, George-street, Bradford, from Ten in the Morning till Eight in the Evening; and every Saturday, at 24, High Ousegate, York. xyxy=(1056,613,1297,706)
book-price: 1 0 xyxy=(506,378,520,389)
divider xyxy=(351,738,447,739)
ad-paragraph: This medicine has for many years received the approval of the most respectable classes of society and in confirmation of its efficacy, the following letter has been kindly forwarded to Mr. Prout, with permission to publish it, and, if requisite, to refer any person to its author:— xyxy=(1056,217,1297,280)
ad-paragraph: SECONDARY SYMPTOMS, which arise from improper Treatment (especially the use of Mercury) may be known from Eruptions on the skin, pains in the Bones, affections of the throat and Nose, and general Impurity of the Blood. This may be recorded as the most dangerous stage of the Disease, and requires the utmost skill in its Eradication:—The Treatment adopted by W. & Co. has been attended with the most satisfactory Results. xyxy=(1056,771,1297,864)
agent-entry: Sheffield—At the Iris Office. xyxy=(1056,1463,1176,1474)
ad-paragraph: Sold by Heaton, price 11s. each, or the quantity of four in one for 33s., by which one 11s. bottle is saved. xyxy=(279,1245,520,1266)
book-title: Discussion on the Authenticity of the Bible, bds. xyxy=(279,192,484,203)
book-title: Ditto, wrapper xyxy=(279,203,342,214)
book-list-item xyxy=(279,172,520,182)
book-title: Hopes and Destinies of the Human Species xyxy=(279,306,463,317)
ad-paragraph: Patients at a distance may be cured without the necessity of a personal visit by sending a description of their case, inclosing the usual consultation fee of £1, to Wilkinson & Co., as above, and they will receive by return of post a supply of medicine, with full directions for its use. xyxy=(1056,1036,1297,1099)
letter-body: Gentlemen,—Though it is but a very short time since I sent you for a supply of Parr's Life Pills, I find that owing to an astonishing increase in the sale of them, I am again compelled to request you to send me twenty dozen of the small, as also a supply of the large size. I should wish you to forward them by railway to York, thence by carrier, as early as possible, as I am very short of them, and have also been applied to by the various agents around me. I enclose you the case of a person who resides in Malton, and whose testimony may be relied upon as being strictly correct. xyxy=(1315,157,1563,271)
ad-paragraph: “The various forms of bodily and mental weakness, incapacity, suffering and disease, faithfully delineated in this cautiously written and practical work, are almost unknown, generally misunderstood, and treated on principles correspondingly erroneous and superficial, by the present race of medical practitioners. Hence the necessity for the publication of a timely safeguard, a silent yet friendly monitor, or, where debility has made threatening inroads, the means of escape and the certainty of restoration.” xyxy=(538,842,779,945)
book-list-item xyxy=(279,368,520,378)
masthead-rule xyxy=(20,54,1563,56)
book-list-item xyxy=(279,347,520,368)
ad-paragraph: Sold by Mr. Joseph Buckton, Book Seller, 50, Briggate, and at the Times Office, Leeds; and Mr. W. Lawson, 51, Stonegate, York; by whom this Work is sent (post-paid) in a sealed envelope, for 3s. 6d. xyxy=(538,1360,779,1402)
ad-paragraph: which effectually relieves the stomach and bowels by gentle relaxation, without griping or prostration of strength. They remove head-ache, sickness, dizziness, pains in the chest, &c., are highly grateful to the stomach, promote digestion, create appetite, relieve languor and depression of spirits; while to those of a full habit and free livers, who are continually suffering from drowsiness, heaviness, and singing in the head and ears, they offer advantages that will not fail to be appreciated. xyxy=(1056,113,1297,216)
book-list-item xyxy=(279,214,520,235)
ad-paragraph: FRUITS OF PHILOSOPHY; or, private advice to young married people. Containing the various hypothesis of Generation; Structure of the female organs; Conception; Sterility; Impotence, and Impotency; with a curious anatomical plate. 2s. 6d. xyxy=(797,1203,1038,1255)
ad-heading-nerves: THE NEW DISCOVERY FOR THE NERVES, xyxy=(287,407,512,419)
agent-entry: Harrogate and Knaresborough—Mr. Langdale's Library. xyxy=(1056,1500,1294,1511)
ad-address: No. 16, Holywell-street, Strand. xyxy=(849,500,986,511)
book-list-item xyxy=(279,275,520,296)
